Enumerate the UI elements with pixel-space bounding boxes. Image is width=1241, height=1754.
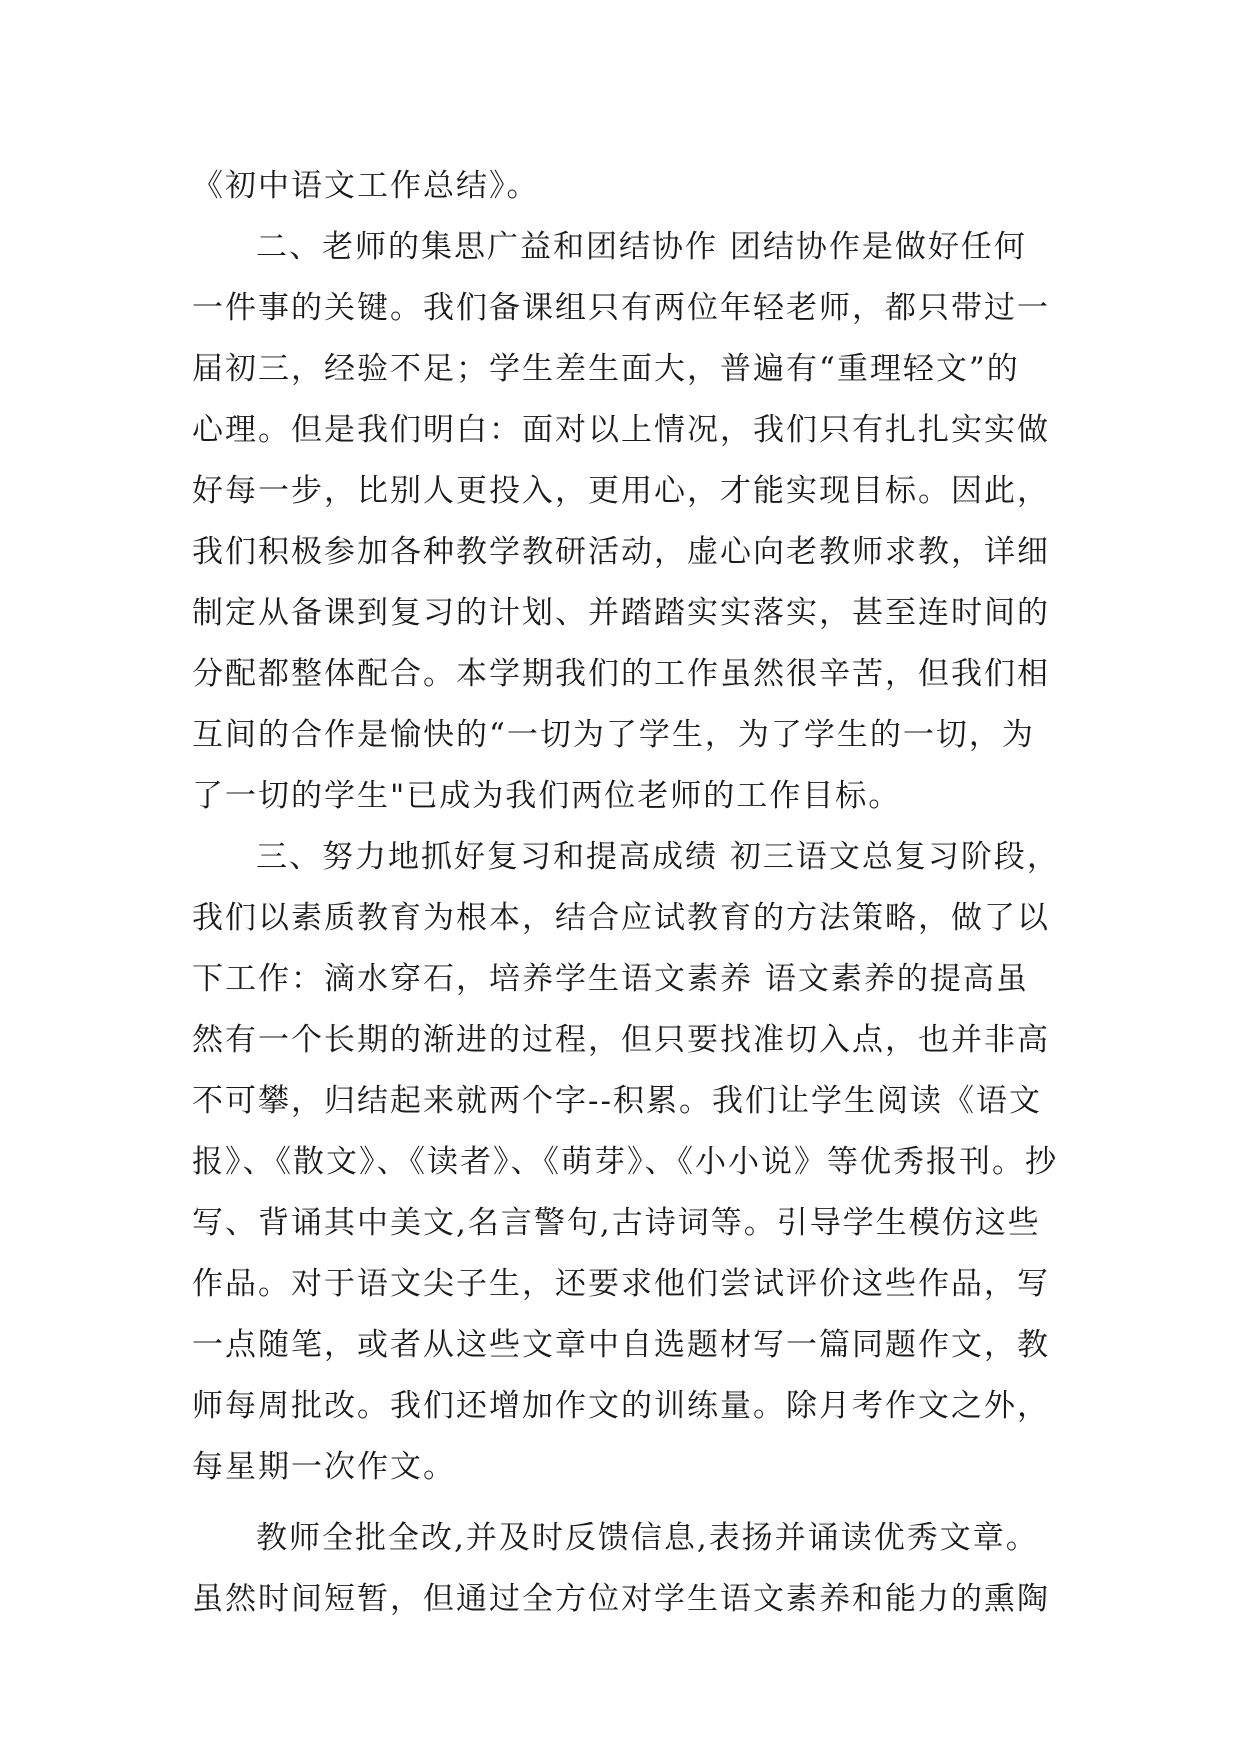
text-line: 师每周批改。我们还增加作文的训练量。除月考作文之外， (192, 1388, 1050, 1424)
text-line: 一件事的关键。我们备课组只有两位年轻老师，都只带过一 (192, 290, 1050, 326)
text-line: 制定从备课到复习的计划、并踏踏实实落实，甚至连时间的 (192, 595, 1050, 631)
text-line: 我们以素质教育为根本，结合应试教育的方法策略，做了以 (192, 900, 1050, 936)
text-line: 报》、《散文》、《读者》、《萌芽》、《小小说》等优秀报刊。抄 (192, 1144, 1058, 1180)
text-line: 下工作：滴水穿石，培养学生语文素养 语文素养的提高虽 (192, 961, 1029, 997)
text-line: 每星期一次作文。 (192, 1449, 456, 1485)
paragraph-start: 教师全批全改,并及时反馈信息,表扬并诵读优秀文章。 (256, 1520, 1039, 1556)
text-line: 我们积极参加各种教学教研活动，虚心向老教师求教，详细 (192, 534, 1050, 570)
body-text (192, 156, 1062, 1630)
paragraph-heading-2: 二、老师的集思广益和团结协作 团结协作是做好任何 (256, 229, 1027, 265)
text-line: 写、背诵其中美文,名言警句,古诗词等。引导学生模仿这些 (192, 1205, 1041, 1241)
text-line: 《初中语文工作总结》。 (192, 168, 540, 204)
text-line: 好每一步，比别人更投入，更用心，才能实现目标。因此， (192, 473, 1050, 509)
text-line: 不可攀，归结起来就两个字--积累。我们让学生阅读《语文 (192, 1083, 1042, 1119)
text-line: 心理。但是我们明白：面对以上情况，我们只有扎扎实实做 (192, 412, 1050, 448)
text-line: 分配都整体配合。本学期我们的工作虽然很辛苦，但我们相 (192, 656, 1050, 692)
text-line: 了一切的学生"已成为我们两位老师的工作目标。 (192, 778, 902, 814)
paragraph-heading-3: 三、努力地抓好复习和提高成绩 初三语文总复习阶段， (256, 839, 1060, 875)
text-line: 然有一个长期的渐进的过程，但只要找准切入点，也并非高 (192, 1022, 1050, 1058)
text-line: 互间的合作是愉快的“一切为了学生，为了学生的一切，为 (192, 717, 1035, 753)
text-line: 作品。对于语文尖子生，还要求他们尝试评价这些作品，写 (192, 1266, 1050, 1302)
text-line: 虽然时间短暂，但通过全方位对学生语文素养和能力的熏陶 (192, 1581, 1050, 1617)
text-line: 一点随笔，或者从这些文章中自选题材写一篇同题作文，教 (192, 1327, 1050, 1363)
text-line: 届初三，经验不足；学生差生面大，普遍有“重理轻文”的 (192, 351, 1020, 387)
